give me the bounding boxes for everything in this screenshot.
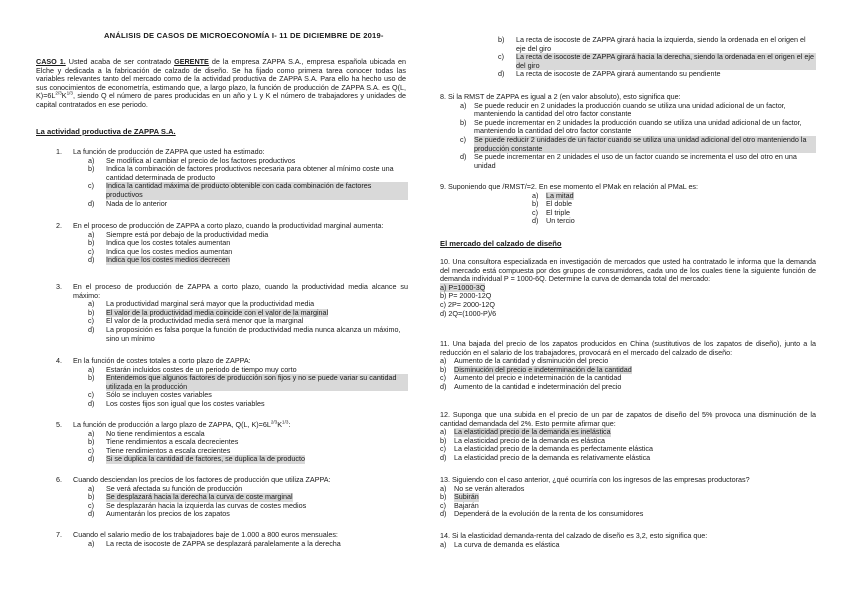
option: La recta de isocoste de ZAPPA girará hacia la izquierda, siendo la ordenada en el origen el eje del giro — [516, 35, 806, 53]
option-highlighted: Disminución del precio e indeterminación de la cantidad — [454, 364, 632, 374]
option: La elasticidad precio de la demanda es relativamente elástica — [454, 452, 651, 462]
option-highlighted: a) P=1000-3Q — [440, 282, 486, 292]
section-heading-production: La actividad productiva de ZAPPA S.A. — [36, 127, 176, 136]
option: La recta de isocoste de ZAPPA se desplazará paralelamente a la derecha — [106, 538, 341, 548]
page-title: ANÁLISIS DE CASOS DE MICROECONOMÍA I- 11 DE DICIEMBRE DE 2019- — [104, 31, 384, 40]
option: Tiene rendimientos a escala crecientes — [106, 445, 231, 455]
option: c) 2P= 2000-12Q — [440, 299, 495, 309]
option-highlighted: Se puede reducir 2 unidades de un factor cuando se utiliza una unidad adicional del otro manteniendo la producción constante — [474, 136, 816, 153]
option: Se puede reducir en 2 unidades la producción cuando se utiliza una unidad adicional de un factor, manteniendo la cantidad del otro factor constante — [474, 100, 786, 119]
question-7: 7. Cuando el salario medio de los trabajadores baje de 1.000 a 800 euros mensuales: a) La recta de isocoste de ZAPPA se desplazará paralelamente a la derecha — [56, 530, 341, 548]
option-highlighted: La recta de isocoste de ZAPPA girará hacia la derecha, siendo la ordenada en el origen el eje del giro — [516, 53, 816, 70]
question-1: 1. La función de producción de ZAPPA que usted ha estimado: a) Se modifica al cambiar el precio de los factores productivos b) Indica la combinación de factores productivos necesaria para obtener al mínimo coste una cantidad determinada de producto c) Indica la cantidad máxima de producto obtenible con cada combinación de factores productivos d) Nada de lo anterior — [36, 148, 408, 208]
option: Aumento de la cantidad y disminución del precio — [454, 356, 609, 366]
option: Los costes fijos son igual que los costes variables — [106, 398, 265, 408]
option: Dependerá de la evolución de la renta de los consumidores — [454, 509, 644, 519]
role-label: GERENTE — [174, 57, 209, 66]
option-highlighted: Subirán — [454, 492, 479, 502]
question-6: 6. Cuando desciendan los precios de los factores de producción que utiliza ZAPPA: a) Se verá afectada su función de producción b) Se desplazará hacia la derecha la curva de coste marginal c) Se desplazarán hacia la izquierda las curvas de costes medios d) Aumentarán los precios de los zapatos — [56, 475, 331, 519]
option: El triple — [546, 207, 570, 217]
question-10: 10. Una consultora especializada en investigación de mercados que usted ha contratado le informa que la demanda del mercado está compuesta por dos grupos de consumidores, cada uno de los cuales tiene la siguiente función de demanda individual P = 1000-6Q. Determine la curva de demanda total del mercado: a) P=1000-3Q b) P= 2000-12Q c) 2P= 2000-12Q d) 2Q=(1000-P)/6 — [440, 257, 816, 318]
option: La curva de demanda es elástica — [454, 539, 560, 549]
option: La proposición es falsa porque la función de productividad media nunca alcanza un máximo, sino un mínimo — [106, 324, 401, 343]
option: b) P= 2000-12Q — [440, 291, 492, 301]
option: La productividad marginal será mayor que la productividad media — [106, 299, 315, 309]
option-highlighted: El valor de la productividad media coincide con el valor de la marginal — [106, 307, 329, 317]
question-12: 12. Suponga que una subida en el precio de un par de zapatos de diseño del 5% provoca una disminución de la cantidad demandada del 2%. Esto permite afirmar que: a) La elasticidad precio de la demanda es inelástica b) La elasticidad precio de la demanda es elástica c) La elasticidad precio de la demanda es perfectamente elástica d) La elasticidad precio de la demanda es relativamente elástica — [440, 410, 816, 462]
option: Se puede incrementar en 2 unidades el uso de un factor cuando se incrementa el uso del otro en una unidad — [474, 152, 797, 170]
option: La elasticidad precio de la demanda es elástica — [454, 435, 606, 445]
option: Se puede incrementar en 2 unidades la producción cuando se utiliza una unidad adicional de un factor, manteniendo la cantidad del otro factor constante — [474, 117, 802, 136]
question-11: 11. Una bajada del precio de los zapatos producidos en China (sustitutivos de los zapatos de diseño), junto a la reducción en el salario de los trabajadores, provocará en el mercado del calzado de diseño: a) Aumento de la cantidad y disminución del precio b) Disminución del precio e indeterminación de la cantidad c) Aumento del precio e indeterminación de la cantidad d) Aumento de la cantidad e indeterminación del precio — [440, 339, 816, 391]
option: Bajarán — [454, 500, 479, 510]
option: Nada de lo anterior — [106, 198, 168, 208]
option: Aumento de la cantidad e indeterminación del precio — [454, 381, 622, 391]
option: Un tercio — [546, 216, 575, 226]
option-highlighted: Si se duplica la cantidad de factores, se duplica la de producto — [106, 454, 305, 464]
option: El doble — [546, 199, 572, 209]
question-9: 9. Suponiendo que /RMST/=2. En ese momento el PMak en relación al PMaL es: a) La mitad b) El doble c) El triple d) Un tercio — [440, 182, 699, 226]
question-2: 2. En el proceso de producción de ZAPPA a corto plazo, cuando la productividad marginal aumenta: a) Siempre está por debajo de la productividad media b) Indica que los costes totales aumentan c) Indica que los costes medios aumentan d) Indica que los costes medios decrecen — [56, 221, 384, 265]
option: Indica que los costes medios aumentan — [106, 246, 233, 256]
option: Se modifica al cambiar el precio de los factores productivos — [106, 155, 296, 165]
option: Aumento del precio e indeterminación de la cantidad — [454, 373, 622, 383]
option: El valor de la productividad media será menor que la marginal — [106, 316, 304, 326]
option: Tiene rendimientos a escala decrecientes — [106, 437, 239, 447]
option: Se verá afectada su función de producción — [106, 483, 243, 493]
option-highlighted: La elasticidad precio de la demanda es inelástica — [454, 427, 611, 437]
question-3: 3. En el proceso de producción de ZAPPA a corto plazo, cuando la productividad media alcance su máximo: a) La productividad marginal será mayor que la productividad media b) El valor de la productividad media coincide con el valor de la marginal c) El valor de la productividad media será menor que la marginal d) La proposición es falsa porque la función de productividad media nunca alcanza un máximo, sino un mínimo — [56, 282, 408, 343]
option: Siempre está por debajo de la productividad media — [106, 229, 269, 239]
question-14: 14. Si la elasticidad demanda-renta del calzado de diseño es 3,2, esto significa que: a) La curva de demanda es elástica — [440, 531, 708, 549]
option: Aumentarán los precios de los zapatos — [106, 509, 230, 519]
option-highlighted: Entendemos que algunos factores de producción son fijos y no se puede variar su cantidad utilizada en la producción — [106, 374, 408, 391]
option: Indica la combinación de factores productivos necesaria para obtener al mínimo coste una cantidad determinada de producto — [106, 164, 394, 182]
case-label: CASO 1. — [36, 57, 66, 66]
option: Indica que los costes totales aumentan — [106, 238, 231, 248]
option: No tiene rendimientos a escala — [106, 428, 205, 438]
option: Se desplazarán hacia la izquierda las curvas de costes medios — [106, 500, 307, 510]
question-4: 4. En la función de costes totales a corto plazo de ZAPPA: a) Estarán incluidos costes de un periodo de tiempo muy corto b) Entendemos que algunos factores de producción son fijos y no se puede variar su cantidad utilizada en la producción c) Sólo se incluyen costes variables d) Los costes fijos son igual que los costes variables — [36, 357, 408, 409]
option-highlighted: Indica que los costes medios decrecen — [106, 255, 230, 265]
option: Estarán incluidos costes de un periodo de tiempo muy corto — [106, 364, 297, 374]
case-intro: CASO 1. Usted acaba de ser contratado GERENTE de la empresa ZAPPA S.A., empresa española ubicada en Elche y dedicada a la fabricación de calzado de diseño. Se ha fijado como primera tarea conocer todas las variables relevantes tanto del mercado como de la actividad productiva de ZAPPA S.A. Para ello ha hecho uso de sus conocimientos de econometría, estimando que, a largo plazo, la función de producción de ZAPPA S.A. es Q(L, $K)=6L^{2/3}K^{1/3}$, siendo Q el número de pares producidas en un año y L y K el número de trabajadores y unidades de capital contratados en ese periodo. — [36, 57, 406, 109]
option: No se verán alterados — [454, 483, 525, 493]
question-7-continued: b) La recta de isocoste de ZAPPA girará hacia la izquierda, siendo la ordenada en el origen el eje del giro c) La recta de isocoste de ZAPPA girará hacia la derecha, siendo la ordenada en el origen el eje del giro d) La recta de isocoste de ZAPPA girará aumentando su pendiente — [440, 36, 816, 79]
option: d) 2Q=(1000-P)/6 — [440, 308, 497, 318]
option-highlighted: Indica la cantidad máxima de producto obtenible con cada combinación de factores productivos — [106, 182, 408, 199]
option: La recta de isocoste de ZAPPA girará aumentando su pendiente — [516, 69, 721, 79]
option: La elasticidad precio de la demanda es perfectamente elástica — [454, 444, 653, 454]
question-8: 8. Si la RMST de ZAPPA es igual a 2 (en valor absoluto), esto significa que: a) Se puede reducir en 2 unidades la producción cuando se utiliza una unidad adicional de un factor, manteniendo la cantidad del otro factor constante b) Se puede incrementar en 2 unidades la producción cuando se utiliza una unidad adicional de un factor, manteniendo la cantidad del otro factor constante c) Se puede reducir 2 unidades de un factor cuando se utiliza una unidad adicional del otro manteniendo la producción constante d) Se puede incrementar en 2 unidades el uso de un factor cuando se incrementa el uso del otro en una unidad — [440, 93, 816, 170]
question-13: 13. Siguiendo con el caso anterior, ¿qué ocurriría con los ingresos de las empresas productoras? a) No se verán alterados b) Subirán c) Bajarán d) Dependerá de la evolución de la renta de los consumidores — [440, 475, 750, 519]
option-highlighted: Se desplazará hacia la derecha la curva de coste marginal — [106, 492, 293, 502]
option: Sólo se incluyen costes variables — [106, 390, 212, 400]
section-heading-market: El mercado del calzado de diseño — [440, 239, 562, 248]
option-highlighted: La mitad — [546, 190, 574, 200]
question-5: 5. La función de producción a largo plazo de ZAPPA, Q(L, $K)=6L^{2/3}K^{1/3}$: a) No tiene rendimientos a escala b) Tiene rendimientos a escala decrecientes c) Tiene rendimientos a escala crecientes d) Si se duplica la cantidad de factores, se duplica la de producto — [56, 419, 305, 464]
